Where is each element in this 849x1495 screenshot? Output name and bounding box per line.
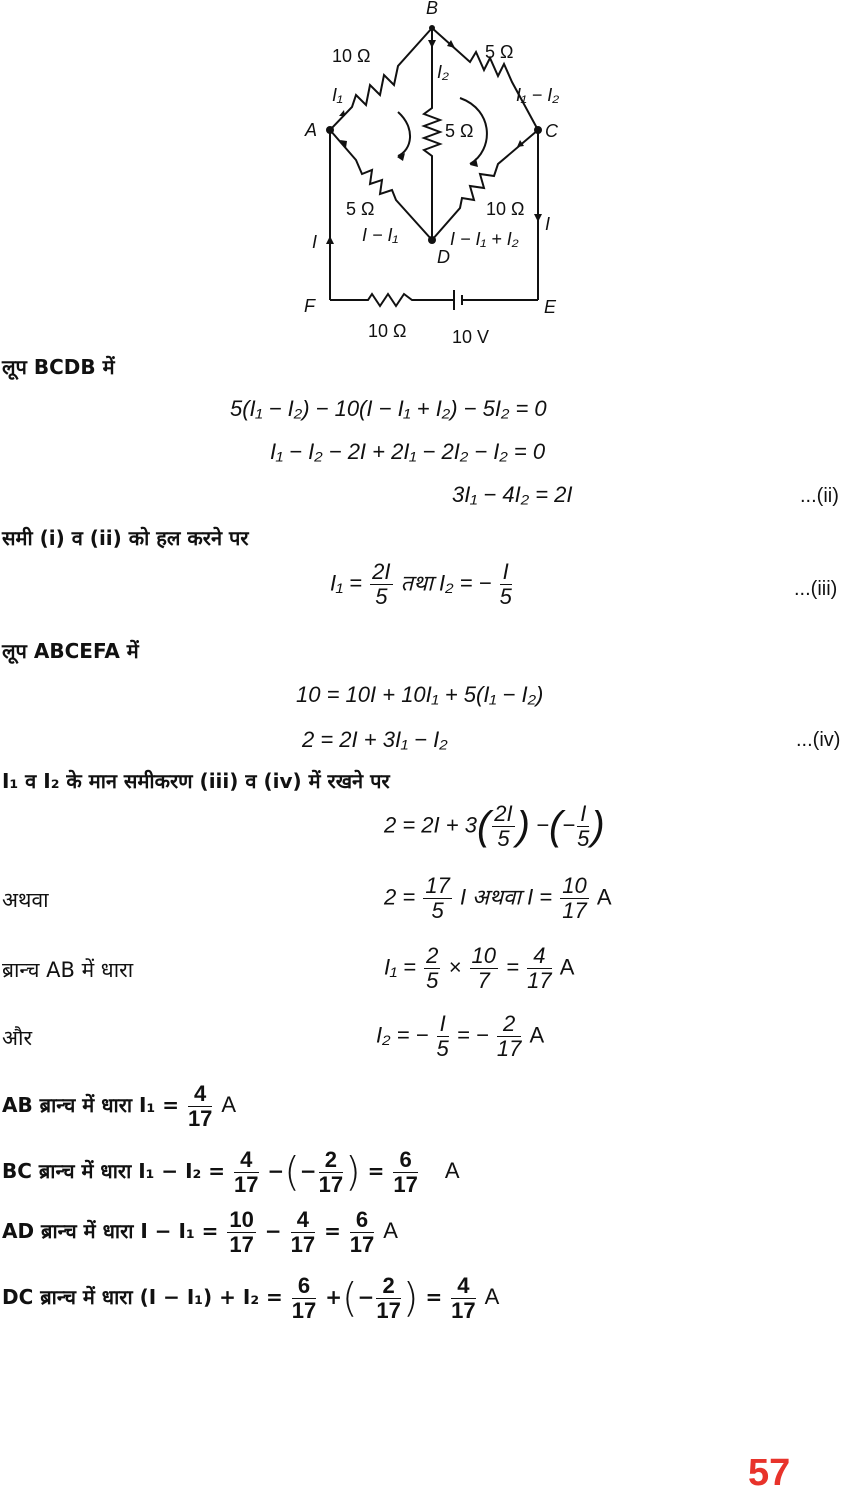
- res2-frac-2: [319, 1148, 343, 1197]
- tag-iv: ...(iv): [796, 729, 841, 751]
- eq9-num-2: 10: [471, 943, 496, 968]
- equation-2: I₁ − I₂ − 2I + 2I₁ − 2I₂ − I₂ = 0: [270, 439, 546, 464]
- resistor-ab: [330, 28, 432, 130]
- node-f-label: F: [304, 296, 315, 316]
- athava-label: अथवा: [2, 888, 49, 912]
- current-i1-i2-label: I₁ − I₂: [516, 85, 560, 105]
- aur-label: और: [2, 1026, 33, 1050]
- eq7-frac-1: [492, 802, 514, 851]
- eq10-num-2: 2: [497, 1012, 521, 1037]
- result-ab: [2, 1082, 236, 1131]
- eq9-num-1: 2: [426, 943, 439, 968]
- eq9-frac-2: [470, 944, 498, 993]
- arrow-ab: [339, 110, 345, 116]
- eq7-lparen-2: (: [548, 804, 563, 849]
- res2-rparen: ): [345, 1149, 361, 1196]
- arrow-ce: [534, 214, 542, 222]
- eq10-frac-2: [497, 1012, 521, 1061]
- tag-iii: ...(iii): [794, 578, 838, 600]
- equation-10: [376, 1012, 544, 1061]
- eq9-frac-3: [527, 944, 551, 993]
- tag-ii: ...(ii): [800, 485, 839, 507]
- eq4-mid: तथा I₂ = −: [400, 570, 492, 596]
- eq4-num-2: I: [500, 560, 512, 585]
- res3-den-3: 17: [349, 1232, 375, 1258]
- page-number: 57: [748, 1452, 791, 1494]
- r-ad-label: 5 Ω: [346, 199, 375, 219]
- res4-lparen: (: [342, 1275, 358, 1322]
- eq4-den-1: 5: [375, 584, 388, 610]
- eq7-rparen-1: ): [516, 804, 530, 849]
- eq9-den-3: 17: [527, 968, 552, 994]
- node-a-dot: [326, 126, 334, 134]
- resistor-bd: [424, 28, 440, 240]
- eq10-num-1: I: [437, 1012, 449, 1037]
- res1-num: 4: [188, 1082, 212, 1107]
- arrow-fa: [326, 236, 334, 244]
- eq7-minus: −: [536, 812, 549, 838]
- eq8-num-1: 17: [425, 873, 450, 898]
- node-b-label: B: [426, 0, 439, 18]
- result-bc: [2, 1148, 460, 1197]
- eq10-den-2: 17: [496, 1036, 522, 1062]
- loop-abcefa-heading: लूप ABCEFA में: [2, 639, 139, 663]
- eq7-num-1: 2I: [494, 801, 513, 826]
- res1-den: 17: [187, 1106, 213, 1132]
- equation-7: [384, 802, 605, 851]
- res1-frac: [188, 1082, 212, 1131]
- equation-5: 10 = 10I + 10I₁ + 5(I₁ − I₂): [296, 682, 544, 707]
- loop-bcdb-heading: लूप BCDB में: [2, 355, 115, 379]
- result-ad: [2, 1208, 398, 1257]
- node-d-label: D: [437, 247, 450, 267]
- eq4-lhs: I₁ =: [330, 570, 363, 596]
- r-ab-label: 10 Ω: [332, 46, 371, 66]
- r-fe-label: 10 Ω: [368, 321, 407, 341]
- equation-9: [384, 944, 574, 993]
- equation-8: [384, 874, 612, 923]
- res3-minus: −: [264, 1219, 282, 1244]
- res3-frac-1: [227, 1208, 255, 1257]
- eq9-pre: I₁ =: [384, 954, 417, 980]
- node-e-label: E: [544, 297, 557, 317]
- res2-num-1: 4: [234, 1148, 258, 1173]
- res4-num-3: 4: [451, 1274, 475, 1299]
- eq10-frac-1: [437, 1012, 449, 1061]
- equation-3: 3I₁ − 4I₂ = 2I: [452, 482, 573, 507]
- eq7-num-2: I: [577, 802, 589, 827]
- eq4-num-1: 2I: [372, 559, 391, 584]
- eq7-lparen-1: (: [476, 804, 491, 849]
- current-i-i1-i2-label: I − I₁ + I₂: [450, 229, 519, 249]
- res4-inner: −: [357, 1285, 375, 1310]
- res1-unit: A: [221, 1092, 237, 1118]
- eq9-num-3: 4: [527, 944, 551, 969]
- eq7-inner: −: [562, 812, 576, 838]
- res3-num-2: 4: [291, 1208, 315, 1233]
- res4-frac-1: [292, 1274, 316, 1323]
- res4-plus: +: [325, 1285, 342, 1310]
- result-dc: [2, 1274, 499, 1323]
- node-c-dot: [534, 126, 542, 134]
- eq10-unit: A: [529, 1022, 545, 1048]
- eq8-mid: I अथवा I =: [459, 884, 553, 910]
- current-i-left-label: I: [312, 232, 318, 252]
- eq7-pre: 2 = 2I + 3: [384, 812, 477, 838]
- eq7-frac-2: [577, 802, 589, 851]
- res2-lparen: (: [284, 1149, 300, 1196]
- r-dc-label: 10 Ω: [486, 199, 525, 219]
- eq10-equals: = −: [456, 1022, 489, 1048]
- r-bd-label: 5 Ω: [445, 121, 474, 141]
- res4-num-2: 2: [376, 1274, 400, 1299]
- node-b-dot: [429, 25, 435, 31]
- res4-frac-3: [451, 1274, 475, 1323]
- res4-rparen: ): [402, 1275, 419, 1322]
- equation-4: [330, 560, 514, 609]
- eq4-frac-2: [500, 560, 512, 609]
- res3-frac-3: [350, 1208, 374, 1257]
- eq4-den-2: 5: [499, 584, 512, 610]
- res3-num-1: 10: [229, 1207, 254, 1232]
- battery-label: 10 V: [452, 327, 490, 347]
- res4-den-3: 17: [451, 1298, 476, 1324]
- res3-den-2: 17: [290, 1232, 316, 1258]
- current-i2-label: I₂: [437, 62, 449, 82]
- eq9-equals: =: [506, 954, 519, 980]
- res3-unit: A: [383, 1218, 398, 1244]
- res1-pre: AB ब्रान्च में धारा I₁ =: [2, 1093, 179, 1118]
- res2-pre: BC ब्रान्च में धारा I₁ − I₂ =: [2, 1159, 226, 1184]
- node-a-label: A: [305, 120, 318, 140]
- res2-frac-3: [393, 1148, 417, 1197]
- eq9-unit: A: [559, 954, 575, 980]
- eq8-unit: A: [596, 884, 612, 910]
- node-c-label: C: [545, 121, 558, 141]
- res4-unit: A: [484, 1284, 500, 1310]
- eq8-num-2: 10: [562, 873, 587, 898]
- eq9-times: ×: [448, 954, 462, 980]
- branch-ab-label: ब्रान्च AB में धारा: [2, 958, 134, 982]
- res3-den-1: 17: [229, 1232, 254, 1258]
- res2-num-3: 6: [393, 1148, 417, 1173]
- eq8-frac-2: [560, 874, 588, 923]
- res3-num-3: 6: [350, 1208, 374, 1233]
- resistor-fe: [330, 294, 454, 306]
- res3-frac-2: [291, 1208, 315, 1257]
- res2-frac-1: [234, 1148, 258, 1197]
- current-i-i1-label: I − I₁: [362, 225, 399, 245]
- res4-frac-2: [376, 1274, 400, 1323]
- eq10-den-1: 5: [436, 1036, 449, 1062]
- solve-text: समी (i) व (ii) को हल करने पर: [2, 526, 249, 550]
- equation-1: 5(I₁ − I₂) − 10(I − I₁ + I₂) − 5I₂ = 0: [230, 396, 547, 421]
- circuit-diagram: [0, 0, 849, 350]
- eq8-den-1: 5: [431, 898, 444, 924]
- eq9-den-1: 5: [426, 968, 439, 994]
- res4-den-2: 17: [376, 1298, 401, 1324]
- eq10-pre: I₂ = −: [376, 1022, 429, 1048]
- res2-den-3: 17: [393, 1172, 418, 1198]
- node-d-dot: [428, 236, 436, 244]
- res2-inner: −: [299, 1159, 317, 1184]
- res2-equals: =: [367, 1159, 385, 1184]
- res3-pre: AD ब्रान्च में धारा I − I₁ =: [2, 1219, 219, 1244]
- eq9-den-2: 7: [477, 968, 490, 994]
- eq9-frac-1: [424, 944, 440, 993]
- loop-arrow-left: [398, 112, 410, 156]
- eq8-pre: 2 =: [384, 884, 416, 910]
- eq4-frac-1: [370, 560, 392, 609]
- res2-den-2: 17: [318, 1172, 344, 1198]
- eq7-den-1: 5: [497, 826, 510, 852]
- eq8-den-2: 17: [562, 898, 587, 924]
- res4-equals: =: [425, 1285, 443, 1310]
- res2-minus: −: [267, 1159, 285, 1184]
- equation-6: 2 = 2I + 3I₁ − I₂: [302, 727, 448, 752]
- arrow-bd: [428, 40, 436, 48]
- res4-pre: DC ब्रान्च में धारा (I − I₁) + I₂ =: [2, 1285, 283, 1310]
- res3-equals: =: [324, 1219, 341, 1244]
- current-i-right-label: I: [545, 214, 551, 234]
- res2-unit: A: [444, 1158, 460, 1184]
- eq7-den-2: 5: [577, 826, 590, 852]
- eq8-frac-1: [423, 874, 451, 923]
- eq7-rparen-2: ): [591, 804, 605, 849]
- res4-den-1: 17: [291, 1298, 317, 1324]
- substitute-text: I₁ व I₂ के मान समीकरण (iii) व (iv) में रखने पर: [2, 769, 390, 793]
- res2-num-2: 2: [319, 1148, 343, 1173]
- res2-den-1: 17: [234, 1172, 259, 1198]
- current-i1-label: I₁: [332, 85, 343, 105]
- r-bc-label: 5 Ω: [485, 42, 514, 62]
- res4-num-1: 6: [292, 1274, 316, 1299]
